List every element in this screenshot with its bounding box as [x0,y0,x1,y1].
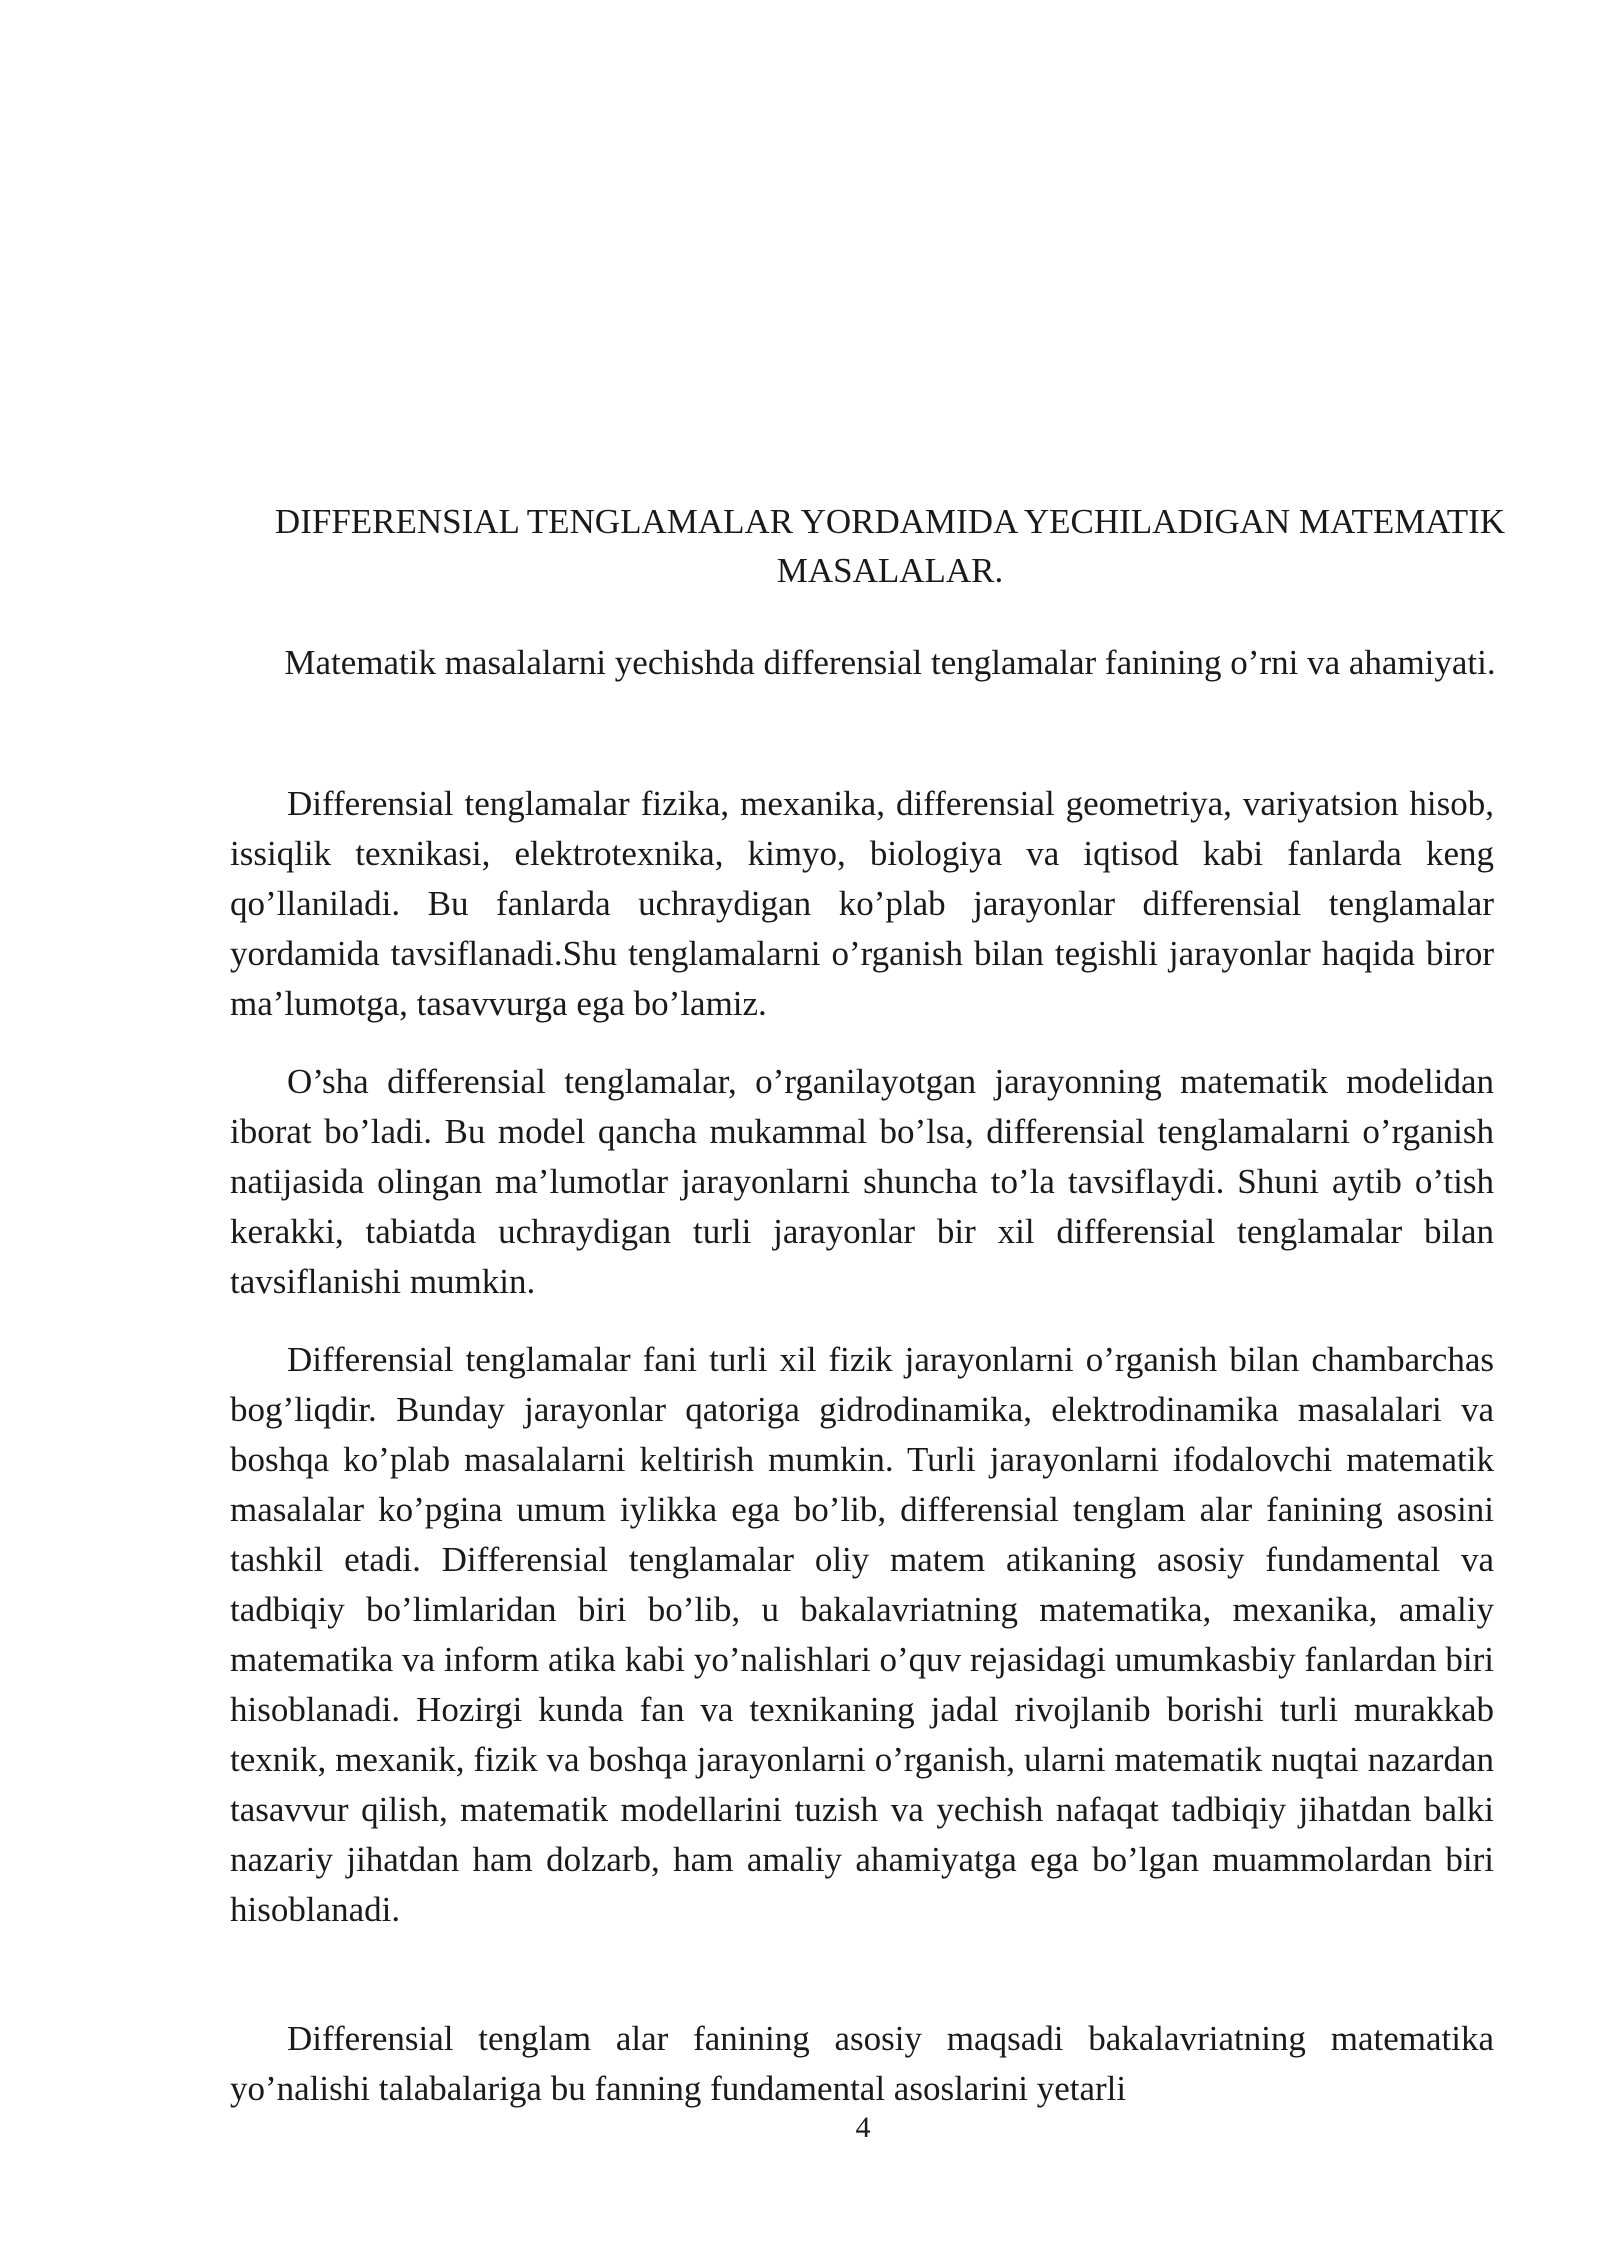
paragraph: O’sha differensial tenglamalar, o’rganilayotgan jarayonning matematik modelidan iborat bo’ladi. Bu model qancha mukammal bo’lsa, differensial tenglamalarni o’rganish natijasida olingan ma’lumotlar jarayonlarni shuncha to’la tavsiflaydi. Shuni aytib o’tish kerakki, tabiatda uchraydigan turli jarayonlar bir xil differensial tenglamalar bilan tavsiflanishi mumkin. [230,1062,1494,1301]
page-number: 4 [855,2111,871,2144]
paragraph: Differensial tenglam alar fanining asosiy maqsadi bakalavriatning matematika yo’nalishi talabalariga bu fanning fundamental asoslarini yetarli [230,2019,1494,2108]
section-subtitle: Matematik masalalarni yechishda differensial tenglamalar fanining o’rni va ahamiyati. [284,643,1496,682]
paragraph: Differensial tenglamalar fani turli xil fizik jarayonlarni o’rganish bilan chambarchas bog’liqdir. Bunday jarayonlar qatoriga gidrodinamika, elektrodinamika masalalari va boshqa ko’plab masalalarni keltirish mumkin. Turli jarayonlarni ifodalovchi matematik masalalar ko’pgina umum iylikka ega bo’lib, differensial tenglam alar fanining asosini tashkil etadi. Differensial tenglamalar oliy matem atikaning asosiy fundamental va tadbiqiy bo’limlaridan biri bo’lib, u bakalavriatning matematika, mexanika, amaliy matematika va inform atika kabi yo’nalishlari o’quv rejasidagi umumkasbiy fanlardan biri hisoblanadi. Hozirgi kunda fan va texnikaning jadal rivojlanib borishi turli murakkab texnik, mexanik, fizik va boshqa jarayonlarni o’rganish, ularni matematik nuqtai nazardan tasavvur qilish, matematik modellarini tuzish va yechish nafaqat tadbiqiy jihatdan balki nazariy jihatdan ham dolzarb, ham amaliy ahamiyatga ega bo’lgan muammolardan biri hisoblanadi. [230,1340,1494,1929]
document-title: DIFFERENSIAL TENGLAMALAR YORDAMIDA YECHILADIGAN MATEMATIK MASALALAR. [274,502,1506,590]
paragraph: Differensial tenglamalar fizika, mexanika, differensial geometriya, variyatsion hisob, issiqlik texnikasi, elektrotexnika, kimyo, biologiya va iqtisod kabi fanlarda keng qo’llaniladi. Bu fanlarda uchraydigan ko’plab jarayonlar differensial tenglamalar yordamida tavsiflanadi.Shu tenglamalarni o’rganish bilan tegishli jarayonlar haqida biror ma’lumotga, tasavvurga ega bo’lamiz. [230,784,1494,1023]
